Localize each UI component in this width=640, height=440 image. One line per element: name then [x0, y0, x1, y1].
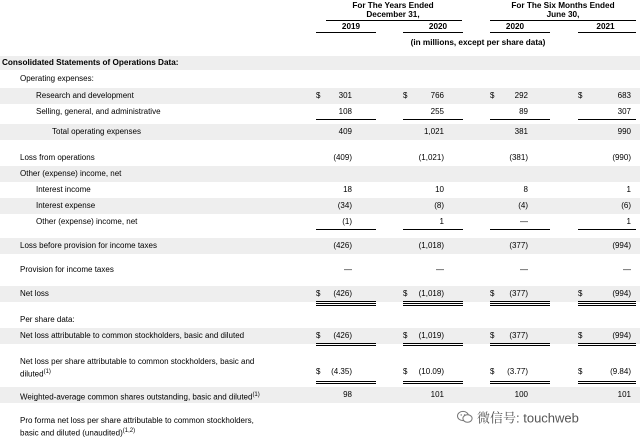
- row-label-text: Net loss: [20, 289, 49, 298]
- value-cell: 1: [626, 185, 631, 194]
- value-cell: (4.35): [331, 367, 352, 376]
- value-cell: 100: [514, 390, 528, 399]
- row-label-text: Net loss attributable to common stockholders, basic and diluted: [20, 331, 245, 340]
- row-label-text: Weighted-average common shares outstanding, basic and diluted: [20, 392, 253, 402]
- currency-symbol: $: [490, 367, 495, 376]
- value-cell: (4): [518, 201, 528, 210]
- currency-symbol: $: [578, 91, 583, 100]
- value-cell: (409): [333, 153, 352, 162]
- subtotal-rule: [578, 119, 636, 120]
- row-label-text: Total operating expenses: [52, 127, 141, 136]
- subtotal-rule: [490, 301, 550, 302]
- value-cell: 409: [338, 127, 352, 136]
- row-label-text-line2: diluted: [20, 369, 44, 379]
- value-cell: —: [344, 265, 352, 274]
- value-cell: 307: [617, 107, 631, 116]
- column-header-2020-six: 2020: [505, 22, 525, 31]
- value-cell: (1,018): [418, 241, 444, 250]
- row-label-text-line2: basic and diluted (unaudited): [20, 428, 123, 438]
- total-double-rule: [490, 381, 550, 384]
- value-cell: —: [520, 265, 528, 274]
- value-cell: 990: [617, 127, 631, 136]
- value-cell: (990): [612, 153, 631, 162]
- value-cell: 1: [439, 217, 444, 226]
- subtotal-rule: [403, 119, 463, 120]
- value-cell: (377): [509, 241, 528, 250]
- row-label: [20, 74, 94, 84]
- value-cell: 381: [514, 127, 528, 136]
- value-cell: 101: [617, 390, 631, 399]
- total-double-rule: [490, 343, 550, 346]
- column-rule-2021: [578, 32, 636, 33]
- row-label-text: Interest expense: [36, 201, 96, 210]
- value-cell: (381): [509, 153, 528, 162]
- value-cell: 10: [435, 185, 444, 194]
- row-label: [20, 416, 254, 439]
- value-cell: (377): [509, 331, 528, 340]
- currency-symbol: $: [316, 91, 321, 100]
- value-cell: (994): [612, 289, 631, 298]
- row-label: [36, 201, 95, 211]
- column-header-2019: 2019: [341, 22, 361, 31]
- value-cell: —: [436, 265, 444, 274]
- row-label: [20, 331, 244, 341]
- total-double-rule: [316, 381, 376, 384]
- currency-symbol: $: [403, 91, 408, 100]
- subtotal-rule: [316, 119, 376, 120]
- value-cell: 255: [430, 107, 444, 116]
- value-cell: 8: [523, 185, 528, 194]
- value-cell: (8): [434, 201, 444, 210]
- value-cell: (426): [333, 241, 352, 250]
- row-label-text: Other (expense) income, net: [36, 217, 138, 226]
- row-label-text: Loss from operations: [20, 153, 95, 162]
- header-years-line2: December 31,: [366, 10, 420, 19]
- currency-symbol: $: [490, 91, 495, 100]
- value-cell: 1,021: [423, 127, 444, 136]
- value-cell: 683: [617, 91, 631, 100]
- currency-symbol: $: [316, 331, 321, 340]
- total-double-rule: [403, 343, 463, 346]
- row-label-text: Selling, general, and administrative: [36, 107, 161, 116]
- value-cell: (1,018): [418, 289, 444, 298]
- row-label: [20, 315, 75, 325]
- row-label: [36, 107, 161, 117]
- row-label: [20, 241, 157, 251]
- value-cell: 301: [338, 91, 352, 100]
- currency-symbol: $: [578, 367, 583, 376]
- footnote-marker: (1,2): [122, 428, 136, 434]
- value-cell: 108: [338, 107, 352, 116]
- row-label-text: Pro forma net loss per share attributable to common stockholders,: [20, 416, 254, 425]
- column-rule-2020-year: [403, 32, 463, 33]
- row-label-text: Operating expenses:: [20, 74, 94, 83]
- subtotal-rule: [578, 301, 636, 302]
- row-label: [52, 127, 141, 137]
- currency-symbol: $: [490, 289, 495, 298]
- value-cell: (426): [333, 331, 352, 340]
- subtotal-rule: [316, 301, 376, 302]
- currency-symbol: $: [316, 289, 321, 298]
- row-label: [20, 169, 121, 179]
- total-double-rule: [403, 303, 463, 306]
- row-label-text: Per share data:: [20, 315, 75, 324]
- header-sixmonths-line2: June 30,: [546, 10, 580, 19]
- value-cell: (6): [621, 201, 631, 210]
- value-cell: (9.84): [610, 367, 631, 376]
- value-cell: (994): [612, 331, 631, 340]
- value-cell: (994): [612, 241, 631, 250]
- row-label: [20, 357, 254, 380]
- subtotal-rule: [316, 229, 376, 230]
- value-cell: 98: [343, 390, 352, 399]
- total-double-rule: [578, 381, 636, 384]
- value-cell: (377): [509, 289, 528, 298]
- watermark: [457, 410, 579, 428]
- row-label-text: Other (expense) income, net: [20, 169, 122, 178]
- row-label: [20, 390, 260, 403]
- value-cell: (10.09): [418, 367, 444, 376]
- value-cell: (426): [333, 289, 352, 298]
- value-cell: (1,021): [418, 153, 444, 162]
- subtotal-rule: [490, 229, 550, 230]
- row-label: [36, 185, 91, 195]
- footnote-marker: (1): [252, 392, 260, 398]
- value-cell: 18: [343, 185, 352, 194]
- currency-symbol: $: [490, 331, 495, 340]
- total-double-rule: [578, 303, 636, 306]
- value-cell: (34): [337, 201, 352, 210]
- row-label-text: Net loss per share attributable to common stockholders, basic and: [20, 357, 255, 366]
- total-double-rule: [578, 343, 636, 346]
- subtotal-rule: [403, 301, 463, 302]
- column-rule-2020-six: [490, 32, 550, 33]
- value-cell: 101: [430, 390, 444, 399]
- row-label-text: Research and development: [36, 91, 134, 100]
- total-double-rule: [316, 303, 376, 306]
- currency-symbol: $: [403, 331, 408, 340]
- wechat-icon: [457, 410, 473, 428]
- watermark-text: 微信号: touchweb: [477, 410, 579, 426]
- value-cell: —: [520, 217, 528, 226]
- footnote-marker: (1): [43, 369, 51, 375]
- currency-symbol: $: [403, 289, 408, 298]
- row-label: [20, 153, 95, 163]
- section-title: Consolidated Statements of Operations Data:: [2, 58, 179, 67]
- row-label: [20, 265, 114, 275]
- row-label: [20, 289, 49, 299]
- value-cell: 1: [626, 217, 631, 226]
- value-cell: 766: [430, 91, 444, 100]
- value-cell: —: [623, 265, 631, 274]
- column-header-2021: 2021: [596, 22, 615, 31]
- currency-symbol: $: [316, 367, 321, 376]
- column-header-2020-year: 2020: [428, 22, 448, 31]
- currency-symbol: $: [578, 289, 583, 298]
- row-label: [36, 217, 137, 227]
- subtotal-rule: [490, 119, 550, 120]
- value-cell: (1): [342, 217, 352, 226]
- row-label: [36, 91, 134, 101]
- row-label-text: Interest income: [36, 185, 91, 194]
- currency-symbol: $: [578, 331, 583, 340]
- header-years-rule: [326, 20, 462, 21]
- units-note: (in millions, except per share data): [410, 38, 546, 47]
- header-sixmonths-line1: For The Six Months Ended: [511, 1, 615, 10]
- column-rule-2019: [316, 32, 376, 33]
- subtotal-rule: [578, 229, 636, 230]
- currency-symbol: $: [403, 367, 408, 376]
- total-double-rule: [403, 381, 463, 384]
- value-cell: 292: [514, 91, 528, 100]
- value-cell: 89: [519, 107, 528, 116]
- row-label-text: Loss before provision for income taxes: [20, 241, 157, 250]
- value-cell: (3.77): [507, 367, 528, 376]
- row-label-text: Provision for income taxes: [20, 265, 114, 274]
- subtotal-rule: [403, 229, 463, 230]
- header-years-line1: For The Years Ended: [352, 1, 434, 10]
- value-cell: (1,019): [418, 331, 444, 340]
- total-double-rule: [316, 343, 376, 346]
- header-sixmonths-rule: [490, 20, 636, 21]
- total-double-rule: [490, 303, 550, 306]
